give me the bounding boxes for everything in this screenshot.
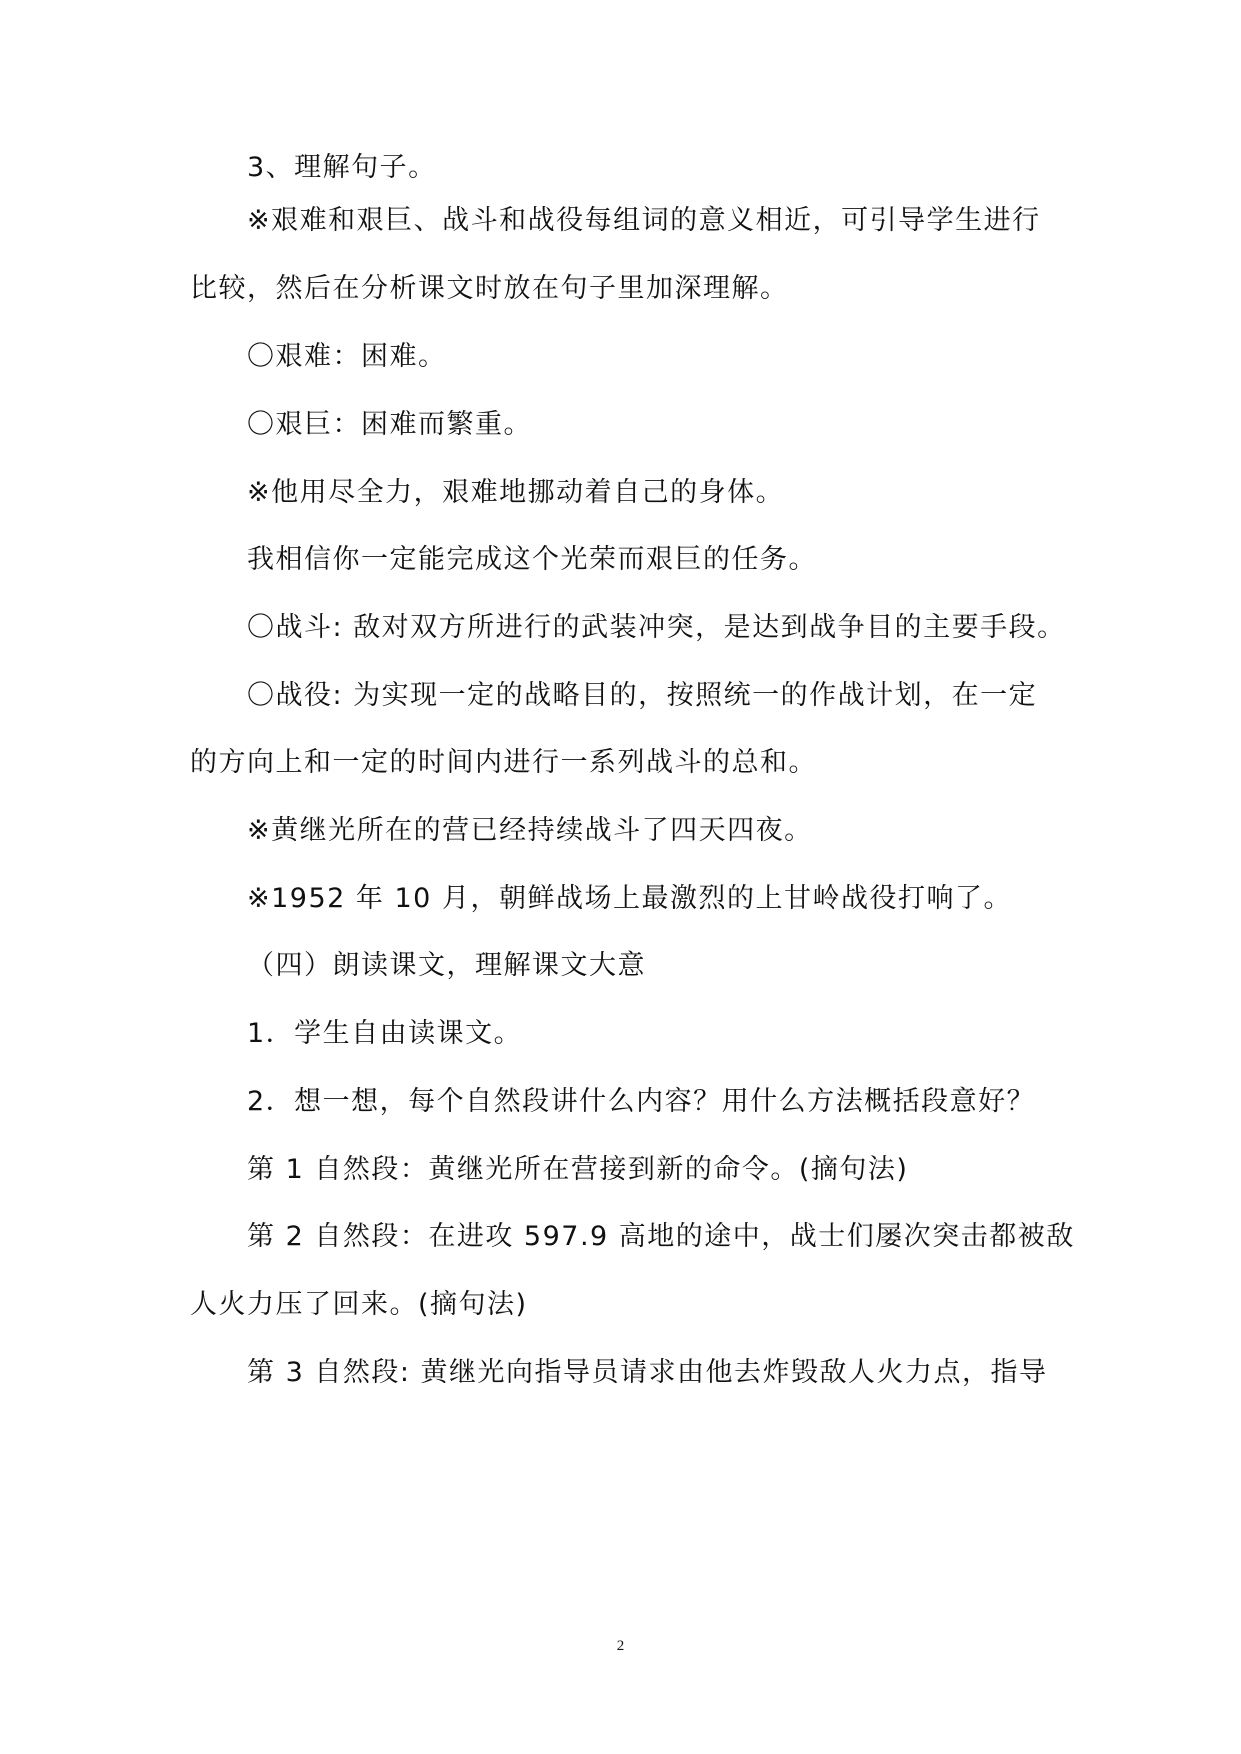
definition-zhanyi-line-1: 〇战役: 为实现一定的战略目的，按照统一的作战计划，在一定 [247, 680, 1038, 711]
definition-zhanyi-line-2: 的方向上和一定的时间内进行一系列战斗的总和。 [190, 747, 817, 778]
example-sentence-zhanyi: ※1952 年 10 月，朝鲜战场上最激烈的上甘岭战役打响了。 [247, 883, 1012, 914]
example-sentence-jianju: 我相信你一定能完成这个光荣而艰巨的任务。 [247, 544, 817, 575]
paragraph-2-summary-line-1: 第 2 自然段：在进攻 597.9 高地的途中，战士们屡次突击都被敌 [247, 1221, 1075, 1252]
paragraph-2-summary-line-2: 人火力压了回来。(摘句法) [190, 1289, 528, 1320]
step-2-paragraph-question: 2．想一想，每个自然段讲什么内容？用什么方法概括段意好？ [247, 1086, 1036, 1117]
section-heading-read-text: （四）朗读课文，理解课文大意 [247, 950, 646, 981]
definition-jiannan: 〇艰难：困难。 [247, 341, 447, 372]
example-sentence-jiannan: ※他用尽全力，艰难地挪动着自己的身体。 [247, 477, 785, 508]
paragraph-word-comparison-line-1: ※艰难和艰巨、战斗和战役每组词的意义相近，可引导学生进行 [247, 205, 1041, 236]
step-1-free-reading: 1．学生自由读课文。 [247, 1018, 523, 1049]
paragraph-heading-understand-sentences: 3、理解句子。 [247, 152, 437, 183]
definition-jianju: 〇艰巨：困难而繁重。 [247, 409, 532, 440]
paragraph-word-comparison-line-2: 比较，然后在分析课文时放在句子里加深理解。 [190, 273, 789, 304]
paragraph-3-summary-line-1: 第 3 自然段: 黄继光向指导员请求由他去炸毁敌人火力点，指导 [247, 1357, 1048, 1388]
example-sentence-zhandou: ※黄继光所在的营已经持续战斗了四天四夜。 [247, 815, 813, 846]
definition-zhandou: 〇战斗: 敌对双方所进行的武装冲突，是达到战争目的主要手段。 [247, 612, 1066, 643]
page-number: 2 [616, 1638, 625, 1654]
paragraph-1-summary: 第 1 自然段：黄继光所在营接到新的命令。(摘句法) [247, 1154, 909, 1185]
